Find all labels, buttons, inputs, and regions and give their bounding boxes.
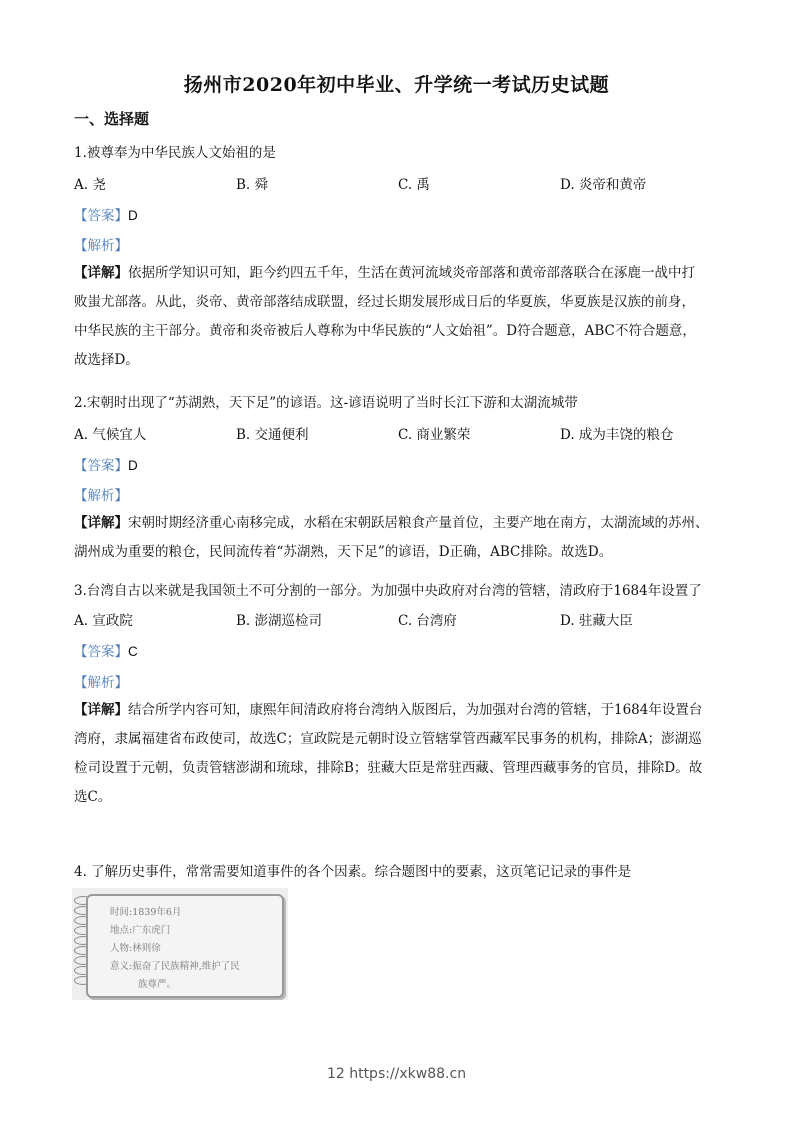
option-b: B. 舜 [236, 177, 269, 193]
detail-text: 中华民族的主干部分。黄帝和炎帝被后人尊称为中华民族的“人文始祖”。D符合题意，ABC不符合题意， [74, 323, 696, 339]
question-1-analysis-label: 【解析】 [74, 238, 128, 254]
question-3-analysis-label: 【解析】 [74, 675, 128, 691]
page-title: 扬州市2020年初中毕业、升学统一考试历史试题 [183, 74, 610, 96]
note-line-place: 地点:广东虎门 [110, 925, 171, 936]
question-1-detail [74, 259, 724, 375]
option-d: D. 成为丰饶的粮仓 [560, 427, 674, 443]
detail-label: 【详解】 [74, 265, 128, 281]
option-a: A. 尧 [74, 177, 106, 193]
detail-text: 败蚩尤部落。从此，炎帝、黄帝部落结成联盟，经过长期发展形成日后的华夏族，华夏族是汉族的前身， [74, 294, 695, 310]
detail-label: 【详解】 [74, 702, 128, 718]
detail-text: 检司设置于元朝，负责管辖澎湖和琉球，排除B；驻藏大臣是常驻西藏、管理西藏事务的官员，排除D。故 [74, 760, 703, 776]
note-page [86, 894, 284, 998]
question-1-options [74, 173, 724, 193]
answer-value: C [128, 644, 138, 659]
detail-text: 选C。 [74, 789, 112, 805]
page-footer: 12 https://xkw88.cn [326, 1066, 467, 1082]
answer-value: D [128, 458, 138, 473]
detail-text: 湖州成为重要的粮仓，民间流传着“苏湖熟，天下足”的谚语，D正确，ABC排除。故选D。 [74, 544, 613, 560]
detail-text: 湾府，隶属福建省布政使司，故选C；宣政院是元朝时设立管辖掌管西藏军民事务的机构，排除A；澎湖巡 [74, 731, 702, 747]
option-a: A. 宣政院 [74, 613, 133, 629]
option-a: A. 气候宜人 [74, 427, 147, 443]
question-2-detail [74, 509, 724, 567]
note-line-significance-cont: 族尊严。 [138, 979, 177, 990]
detail-text: 故选择D。 [74, 352, 139, 368]
question-3-detail [74, 696, 724, 812]
answer-label: 【答案】 [74, 458, 128, 474]
question-3-stem: 3.台湾自古以来就是我国领土不可分割的一部分。为加强中央政府对台湾的管辖，清政府于1684年设置了 [74, 583, 702, 599]
detail-text: 依据所学知识可知，距今约四五千年，生活在黄河流域炎帝部落和黄帝部落联合在涿鹿一战中打 [128, 265, 695, 281]
answer-value: D [128, 208, 138, 223]
answer-label: 【答案】 [74, 208, 128, 224]
option-c: C. 商业繁荣 [398, 427, 471, 443]
option-c: C. 禹 [398, 177, 430, 193]
option-b: B. 澎湖巡检司 [236, 613, 323, 629]
answer-label: 【答案】 [74, 644, 128, 660]
option-d: D. 驻藏大臣 [560, 613, 633, 629]
question-2-analysis-label: 【解析】 [74, 488, 128, 504]
question-3-options [74, 609, 724, 629]
section-title: 一、选择题 [74, 110, 150, 128]
question-1-answer [74, 204, 138, 224]
detail-label: 【详解】 [74, 515, 128, 531]
question-3-answer [74, 640, 138, 660]
option-d: D. 炎帝和黄帝 [560, 177, 647, 193]
note-card-image [72, 888, 288, 1000]
note-line-significance: 意义:振奋了民族精神,维护了民 [110, 961, 240, 972]
question-4-stem: 4. 了解历史事件，常常需要知道事件的各个因素。综合题图中的要素，这页笔记记录的事件是 [74, 864, 632, 880]
question-2-options [74, 423, 724, 443]
note-line-person: 人物:林则徐 [110, 943, 161, 954]
question-1-stem: 1.被尊奉为中华民族人文始祖的是 [74, 145, 276, 161]
detail-text: 结合所学内容可知，康熙年间清政府将台湾纳入版图后，为加强对台湾的管辖，于1684年设置台 [128, 702, 703, 718]
option-b: B. 交通便利 [236, 427, 309, 443]
question-2-answer [74, 454, 138, 474]
detail-text: 宋朝时期经济重心南移完成，水稻在宋朝跃居粮食产量首位，主要产地在南方，太湖流域的苏州、 [128, 515, 709, 531]
option-c: C. 台湾府 [398, 613, 457, 629]
question-2-stem: 2.宋朝时出现了“苏湖熟，天下足”的谚语。这-谚语说明了当时长江下游和太湖流城带 [74, 395, 578, 411]
note-line-time: 时间:1839年6月 [110, 907, 182, 918]
